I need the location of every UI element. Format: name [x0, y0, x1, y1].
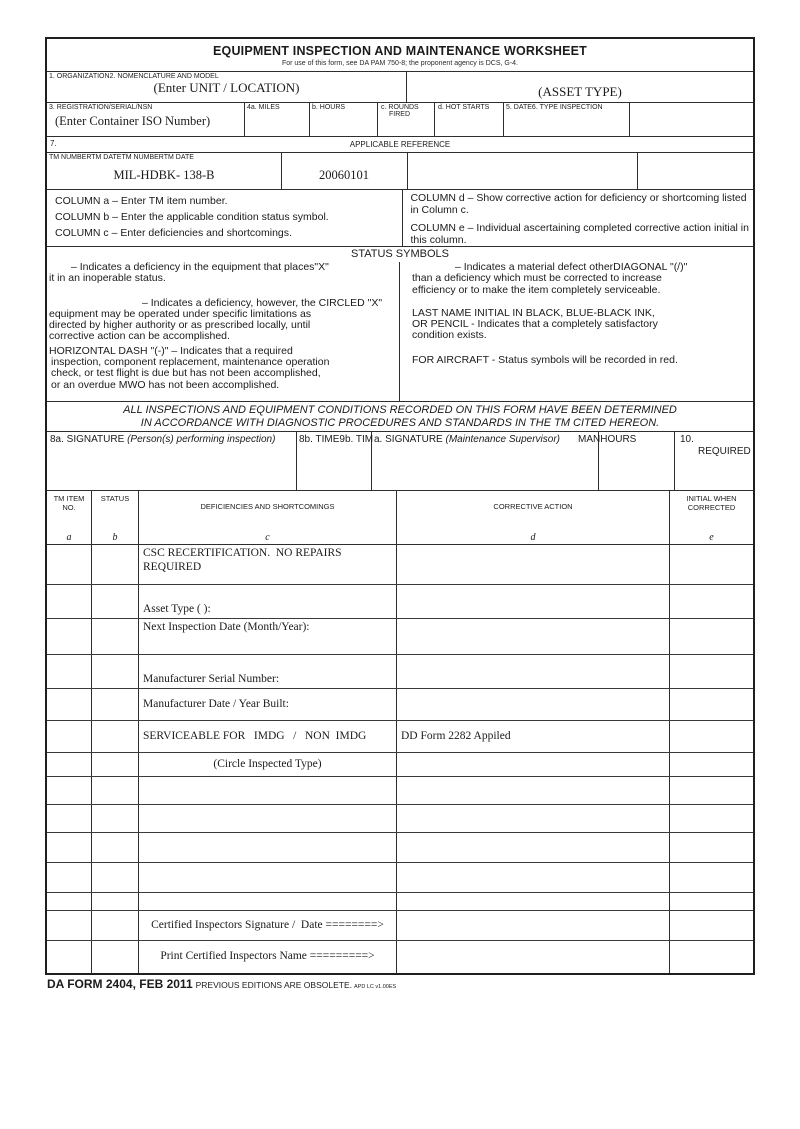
- row-cell-c: [139, 585, 397, 618]
- row-cell-text: [397, 545, 669, 549]
- row-cell-text: [47, 955, 91, 959]
- row-cell-d: [397, 863, 670, 892]
- header-letter-c: c: [265, 532, 270, 543]
- row-cell-text: [139, 863, 396, 867]
- row-cell-b: [92, 863, 139, 892]
- header-deficiencies-label: DEFICIENCIES AND SHORTCOMINGS: [200, 502, 335, 511]
- row-cell-text: [47, 805, 91, 809]
- row-cell-text: Print Certified Inspectors Name =========>: [160, 950, 375, 963]
- supervisor-signature-label: [374, 434, 560, 445]
- row-cell-a: [47, 941, 92, 973]
- status-dash-line4: or an overdue MWO has not been accomplished.: [51, 378, 280, 391]
- row-cell-c: [139, 545, 397, 584]
- row-cell-d: [397, 655, 670, 688]
- row-cell-e: [670, 805, 753, 832]
- row-cell-text: [92, 777, 138, 781]
- table-row: [47, 863, 753, 893]
- tm-divider-2: [407, 153, 408, 189]
- row-cell-d: [397, 941, 670, 973]
- tm-reference-row: [47, 153, 753, 190]
- status-symbols-section: [47, 247, 753, 402]
- tm-date-value: 20060101: [319, 168, 369, 182]
- row-cell-text: [47, 763, 91, 767]
- row-cell-d: [397, 619, 670, 654]
- header-letter-a: a: [66, 532, 72, 543]
- row-cell-b: [92, 721, 139, 752]
- signature-divider-1: [296, 432, 297, 490]
- time-8b-label: 8b. TIME: [299, 434, 340, 445]
- row-cell-e: [670, 911, 753, 940]
- row-cell-text: [139, 777, 396, 781]
- row-cell-b: [92, 941, 139, 973]
- row-cell-text: [670, 703, 753, 707]
- row-cell-text: [92, 924, 138, 928]
- time-labels: [299, 434, 373, 445]
- signature2-label-italic: (Maintenance Supervisor): [445, 434, 560, 445]
- obsolete-note: PREVIOUS EDITIONS ARE OBSOLETE.: [195, 980, 352, 990]
- status-lastname-line2: OR PENCIL - Indicates that a completely satisfactory: [412, 318, 658, 331]
- row-cell-text: [397, 614, 669, 618]
- status-dash-line2: inspection, component replacement, maintenance operation: [51, 356, 330, 369]
- row-cell-text: Manufacturer Date / Year Built:: [143, 697, 289, 710]
- row-cell-text: [670, 833, 753, 837]
- column-key-a: COLUMN a – Enter TM item number.: [55, 195, 228, 207]
- nomenclature-cell: [407, 72, 753, 102]
- row-cell-e: [670, 941, 753, 973]
- row-cell-c: [139, 805, 397, 832]
- row-cell-text: [47, 893, 91, 897]
- row-cell-text: [397, 833, 669, 837]
- row-cell-a: [47, 777, 92, 804]
- row-cell-text: [47, 863, 91, 867]
- asset-type-value: (ASSET TYPE): [538, 84, 622, 99]
- row-cell-a: [47, 585, 92, 618]
- row-cell-text: [47, 614, 91, 618]
- row-cell-text: [92, 805, 138, 809]
- row-cell-text: [397, 924, 669, 928]
- row-cell-text: CSC RECERTIFICATION. NO REPAIRS REQUIRED: [143, 547, 345, 573]
- row-cell-a: [47, 911, 92, 940]
- row-cell-c: [139, 753, 397, 776]
- miles-label: 4a. MILES: [247, 104, 280, 111]
- hours-label: b. HOURS: [312, 104, 346, 111]
- row-cell-c: [139, 893, 397, 910]
- status-symbols-columns: [47, 262, 753, 401]
- row-cell-d: [397, 893, 670, 910]
- row-cell-a: [47, 545, 92, 584]
- date-type-inspection-label: 5. DATE6. TYPE INSPECTION: [506, 104, 603, 111]
- row-cell-c: [139, 941, 397, 973]
- row-cell-a: [47, 655, 92, 688]
- row-cell-e: [670, 893, 753, 910]
- registration-value: (Enter Container ISO Number): [55, 114, 211, 128]
- column-key-right: [403, 190, 753, 246]
- hours-cell: [310, 103, 378, 136]
- certification-statement: [47, 402, 753, 432]
- organization-label: [47, 72, 406, 80]
- row-cell-b: [92, 911, 139, 940]
- row-cell-a: [47, 753, 92, 776]
- row-cell-c: [139, 863, 397, 892]
- status-diagonal-line1: – Indicates a material defect otherDIAGONAL "(/)": [455, 261, 688, 273]
- row-cell-e: [670, 721, 753, 752]
- status-circled-x-line1: – Indicates a deficiency, however, the CIRCLED "X": [142, 296, 383, 309]
- organization-value: (Enter UNIT / LOCATION): [153, 80, 300, 95]
- row-cell-text: [397, 805, 669, 809]
- row-cell-d: [397, 753, 670, 776]
- row-cell-text: [47, 545, 91, 549]
- row-cell-text: [670, 777, 753, 781]
- row-cell-a: [47, 619, 92, 654]
- table-row: [47, 619, 753, 655]
- registration-row: [47, 103, 753, 137]
- row-cell-d: [397, 777, 670, 804]
- row-cell-text: [92, 545, 138, 549]
- status-circled-x-line3: directed by higher authority or as prescribed locally, until: [49, 319, 311, 332]
- label-organization: 1. ORGANIZATION: [49, 73, 110, 80]
- row-cell-text: [397, 703, 669, 707]
- row-cell-text: [47, 777, 91, 781]
- row-cell-text: [47, 684, 91, 688]
- row-cell-text: Certified Inspectors Signature / Date ========>: [151, 918, 384, 931]
- row-cell-e: [670, 545, 753, 584]
- row-cell-b: [92, 619, 139, 654]
- row-cell-e: [670, 689, 753, 720]
- status-circled-x-line4: corrective action can be accomplished.: [49, 330, 230, 343]
- row-cell-text: [397, 863, 669, 867]
- registration-cell: [47, 103, 245, 136]
- row-cell-c: [139, 911, 397, 940]
- header-letter-b: b: [112, 532, 118, 543]
- table-body: [47, 545, 753, 973]
- applicable-reference-header: [47, 137, 753, 153]
- status-symbols-heading: STATUS SYMBOLS: [350, 248, 449, 260]
- column-key-section: [47, 190, 753, 247]
- row-cell-e: [670, 777, 753, 804]
- row-cell-c: [139, 833, 397, 862]
- form-id: DA FORM 2404, FEB 2011: [47, 977, 193, 991]
- row-cell-a: [47, 893, 92, 910]
- header-initial-label: INITIAL WHEN CORRECTED: [686, 494, 737, 512]
- organization-row: [47, 72, 753, 103]
- signature-label-italic: (Person(s) performing inspection): [127, 434, 276, 445]
- row-cell-b: [92, 753, 139, 776]
- header-letter-e: e: [709, 532, 714, 543]
- row-cell-d: [397, 689, 670, 720]
- row-cell-d: [397, 833, 670, 862]
- header-initial-when-corrected: [670, 491, 753, 544]
- status-x-line2: it in an inoperable status.: [49, 272, 166, 285]
- row-cell-d: [397, 911, 670, 940]
- date-type-inspection-cell: [504, 103, 630, 136]
- row-cell-text: [670, 545, 753, 549]
- status-circled-x-line2: equipment may be operated under specific limitations as: [49, 307, 312, 320]
- row-cell-e: [670, 619, 753, 654]
- row-cell-text: [92, 735, 138, 739]
- row-cell-text: Next Inspection Date (Month/Year):: [143, 621, 310, 633]
- row-cell-text: [670, 805, 753, 809]
- signature-label-text: 8a. SIGNATURE: [50, 434, 128, 445]
- table-row: [47, 655, 753, 689]
- row-cell-c: [139, 689, 397, 720]
- status-x-line1: – Indicates a deficiency in the equipment that places"X": [71, 261, 329, 273]
- row-cell-text: [670, 684, 753, 688]
- item-7-number: 7.: [50, 139, 57, 148]
- label-nomenclature: 2. NOMENCLATURE AND MODEL: [109, 73, 219, 80]
- row-cell-text: [47, 703, 91, 707]
- row-cell-e: [670, 863, 753, 892]
- registration-label: 3. REGISTRATION/SERIAL/NSN: [49, 104, 153, 111]
- column-key-b: COLUMN b – Enter the applicable condition status symbol.: [55, 211, 329, 223]
- rounds-fired-cell: [378, 103, 435, 136]
- signature2-label-text: a. SIGNATURE: [374, 434, 446, 445]
- header-status: [92, 491, 139, 544]
- column-key-e: COLUMN e – Individual ascertaining completed corrective action initial in this column.: [410, 222, 749, 246]
- header-status-label: STATUS: [100, 494, 130, 503]
- row-cell-text: [92, 763, 138, 767]
- row-cell-text: [47, 833, 91, 837]
- form-footer: [47, 977, 396, 991]
- row-cell-c: [139, 619, 397, 654]
- row-cell-b: [92, 689, 139, 720]
- form-title: EQUIPMENT INSPECTION AND MAINTENANCE WORKSHEET: [212, 44, 588, 58]
- header-corrective-action-label: CORRECTIVE ACTION: [493, 502, 573, 511]
- signature-row: [47, 432, 753, 491]
- row-cell-text: [670, 924, 753, 928]
- inspection-empty-cell: [630, 103, 753, 136]
- table-row: [47, 777, 753, 805]
- row-cell-e: [670, 585, 753, 618]
- row-cell-text: [92, 684, 138, 688]
- table-row: [47, 753, 753, 777]
- hot-starts-cell: [435, 103, 504, 136]
- time-9b-label: 9b. TIM: [339, 434, 374, 445]
- row-cell-b: [92, 893, 139, 910]
- row-cell-text: [397, 955, 669, 959]
- row-cell-c: [139, 777, 397, 804]
- table-header-row: [47, 491, 753, 545]
- table-row: [47, 721, 753, 753]
- required-label: REQUIRED: [698, 446, 751, 457]
- row-cell-d: [397, 721, 670, 752]
- row-cell-text: [670, 614, 753, 618]
- row-cell-text: [397, 893, 669, 897]
- row-cell-a: [47, 805, 92, 832]
- status-dash-line1: HORIZONTAL DASH "(-)" – Indicates that a required: [49, 344, 293, 357]
- row-cell-d: [397, 805, 670, 832]
- header-letter-d: d: [530, 532, 536, 543]
- row-cell-a: [47, 721, 92, 752]
- row-cell-c: [139, 721, 397, 752]
- row-cell-e: [670, 753, 753, 776]
- da-form-2404: [45, 37, 755, 975]
- miles-cell: [245, 103, 310, 136]
- table-row: [47, 689, 753, 721]
- table-row: [47, 941, 753, 973]
- row-cell-d: [397, 545, 670, 584]
- row-cell-text: [92, 863, 138, 867]
- row-cell-text: [47, 924, 91, 928]
- row-cell-text: [92, 893, 138, 897]
- row-cell-text: [397, 684, 669, 688]
- row-cell-text: [670, 955, 753, 959]
- row-cell-text: [670, 763, 753, 767]
- row-cell-text: [397, 763, 669, 767]
- row-cell-b: [92, 833, 139, 862]
- table-row: [47, 833, 753, 863]
- row-cell-text: SERVICEABLE FOR IMDG / NON IMDG: [143, 729, 367, 742]
- row-cell-text: (Circle Inspected Type): [213, 757, 322, 770]
- row-cell-text: [670, 893, 753, 897]
- header-tm-item-no-label: TM ITEM NO.: [53, 494, 85, 512]
- row-cell-b: [92, 777, 139, 804]
- row-cell-text: [92, 955, 138, 959]
- row-cell-text: Asset Type ( ):: [143, 602, 211, 615]
- applicable-reference-title: APPLICABLE REFERENCE: [349, 140, 451, 149]
- manhours-label: MANHOURS: [578, 434, 637, 445]
- status-symbols-right: [400, 262, 753, 401]
- form-title-block: [47, 39, 753, 72]
- organization-cell: [47, 72, 407, 102]
- row-cell-text: [139, 893, 396, 897]
- row-cell-text: [139, 805, 396, 809]
- row-cell-text: [670, 619, 753, 623]
- row-cell-text: [397, 777, 669, 781]
- row-cell-text: [670, 863, 753, 867]
- row-cell-text: [47, 619, 91, 623]
- row-cell-text: [92, 614, 138, 618]
- table-row: [47, 585, 753, 619]
- status-diagonal-line3: efficiency or to make the item completely serviceable.: [412, 283, 661, 296]
- tm-divider-3: [637, 153, 638, 189]
- row-cell-text: [92, 619, 138, 623]
- row-cell-e: [670, 655, 753, 688]
- row-cell-a: [47, 689, 92, 720]
- table-row: [47, 911, 753, 941]
- table-row: [47, 893, 753, 911]
- row-cell-text: [92, 833, 138, 837]
- row-cell-b: [92, 545, 139, 584]
- row-cell-a: [47, 833, 92, 862]
- column-key-c: COLUMN c – Enter deficiencies and shortcomings.: [55, 227, 292, 239]
- certification-line1: ALL INSPECTIONS AND EQUIPMENT CONDITIONS RECORDED ON THIS FORM HAVE BEEN DETERMINED: [123, 404, 677, 416]
- table-row: [47, 805, 753, 833]
- column-key-d: COLUMN d – Show corrective action for deficiency or shortcoming listed in Column c.: [410, 192, 747, 216]
- column-key-left: [47, 190, 403, 246]
- rounds-fired-label: c. ROUNDS FIRED: [381, 104, 419, 118]
- row-cell-a: [47, 863, 92, 892]
- signature-divider-4: [674, 432, 675, 490]
- certification-line2: IN ACCORDANCE WITH DIAGNOSTIC PROCEDURES AND STANDARDS IN THE TM CITED HEREON.: [140, 417, 660, 429]
- row-cell-b: [92, 805, 139, 832]
- status-symbols-left: [47, 262, 400, 401]
- status-dash-line3: check, or test flight is due but has not been accomplished,: [51, 367, 321, 380]
- row-cell-text: Manufacturer Serial Number:: [143, 672, 280, 685]
- row-cell-d: [397, 585, 670, 618]
- status-aircraft-line: FOR AIRCRAFT - Status symbols will be recorded in red.: [412, 353, 678, 366]
- status-lastname-line1: LAST NAME INITIAL IN BLACK, BLUE-BLACK INK,: [412, 306, 655, 319]
- header-deficiencies: [139, 491, 397, 544]
- row-cell-text: [397, 619, 669, 623]
- row-cell-b: [92, 585, 139, 618]
- tm-number-value: MIL-HDBK- 138-B: [113, 168, 215, 182]
- inspector-signature-label: [50, 434, 275, 445]
- apd-version-note: APD LC v1.00ES: [353, 984, 397, 990]
- hot-starts-label: d. HOT STARTS: [438, 104, 490, 111]
- row-cell-c: [139, 655, 397, 688]
- row-cell-e: [670, 833, 753, 862]
- row-cell-text: [139, 833, 396, 837]
- status-diagonal-line2: than a deficiency which must be corrected to increase: [412, 272, 662, 285]
- header-corrective-action: [397, 491, 670, 544]
- row-cell-text: [92, 703, 138, 707]
- status-lastname-line3: condition exists.: [412, 329, 487, 342]
- form-subtitle: For use of this form, see DA PAM 750-8; the proponent agency is DCS, G-4.: [281, 60, 519, 67]
- row-cell-text: [670, 735, 753, 739]
- item-10-number: 10.: [680, 434, 694, 445]
- tm-column-labels: TM NUMBERTM DATETM NUMBERTM DATE: [49, 154, 194, 161]
- header-tm-item-no: [47, 491, 92, 544]
- row-cell-text: DD Form 2282 Appiled: [401, 729, 511, 742]
- row-cell-text: [47, 735, 91, 739]
- table-row: [47, 545, 753, 585]
- row-cell-b: [92, 655, 139, 688]
